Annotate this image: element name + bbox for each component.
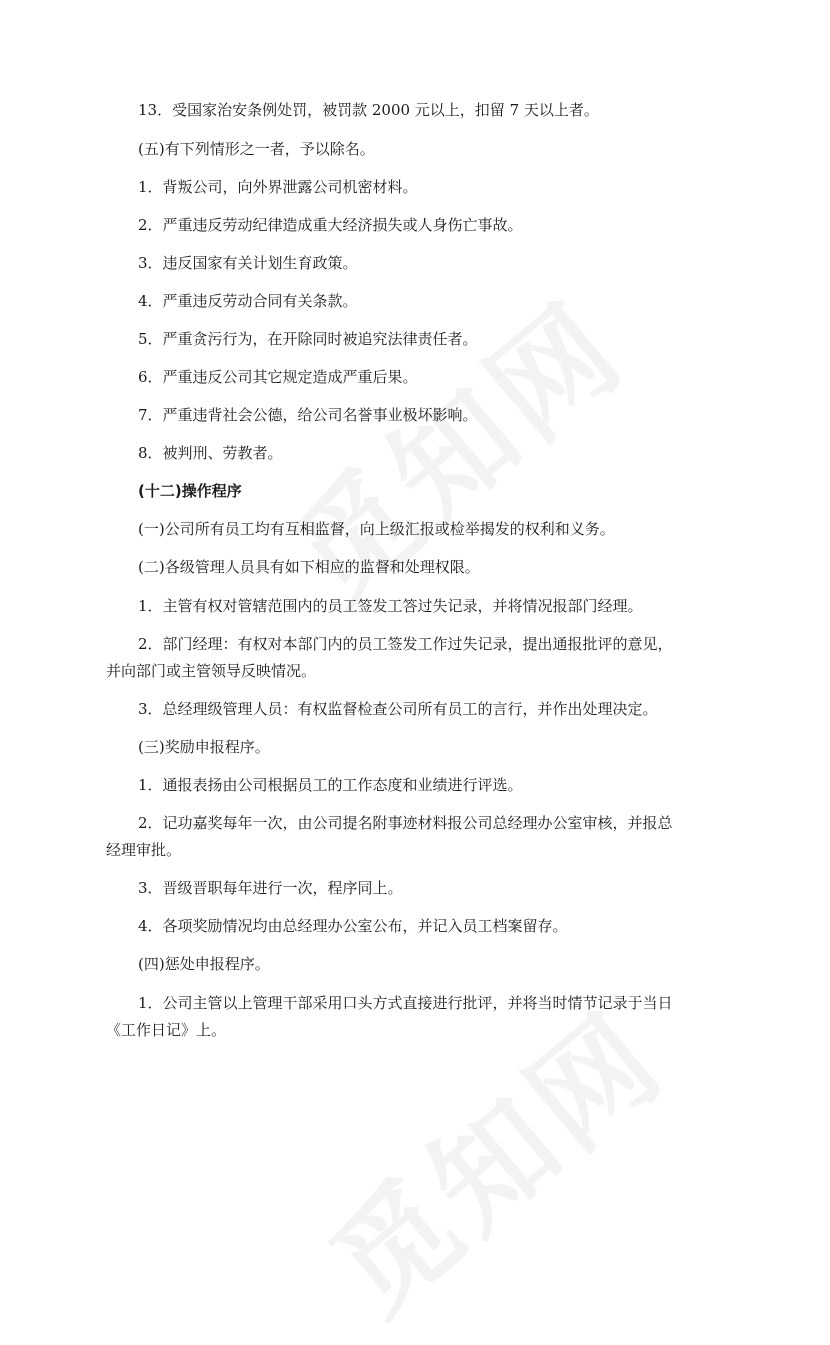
section-heading: (十二)操作程序	[138, 482, 242, 500]
list-item-continuation: 经理审批。	[106, 841, 182, 859]
subsection-heading: (三)奖励申报程序。	[138, 738, 270, 756]
list-item: 1．背叛公司，向外界泄露公司机密材料。	[138, 178, 418, 196]
list-item: 3．晋级晋职每年进行一次，程序同上。	[138, 879, 403, 897]
list-item-continuation: 《工作日记》上。	[106, 1021, 227, 1039]
list-item-continuation: 并向部门或主管领导反映情况。	[106, 662, 317, 680]
watermark-upper	[250, 257, 655, 636]
section-5-heading: (五)有下列情形之一者，予以除名。	[138, 140, 375, 158]
list-item: 1．通报表扬由公司根据员工的工作态度和业绩进行评选。	[138, 776, 523, 794]
list-item: 1．公司主管以上管理干部采用口头方式直接进行批评，并将当时情节记录于当日	[138, 994, 673, 1012]
watermark-lower	[290, 967, 695, 1345]
list-item: 3．总经理级管理人员：有权监督检查公司所有员工的言行，并作出处理决定。	[138, 700, 658, 718]
list-item: 3．违反国家有关计划生育政策。	[138, 254, 358, 272]
list-item: 2．部门经理：有权对本部门内的员工签发工作过失记录，提出通报批评的意见，	[138, 635, 673, 653]
list-item: 1．主管有权对管辖范围内的员工签发工答过失记录，并将情况报部门经理。	[138, 597, 643, 615]
list-item: 4．严重违反劳动合同有关条款。	[138, 292, 358, 310]
clause-13: 13．受国家治安条例处罚，被罚款 2000 元以上，扣留 7 天以上者。	[138, 101, 599, 119]
paragraph: (二)各级管理人员具有如下相应的监督和处理权限。	[138, 558, 480, 576]
list-item: 6．严重违反公司其它规定造成严重后果。	[138, 368, 418, 386]
paragraph: (一)公司所有员工均有互相监督，向上级汇报或检举揭发的权利和义务。	[138, 520, 615, 538]
subsection-heading: (四)惩处申报程序。	[138, 955, 270, 973]
list-item: 7．严重违背社会公德，给公司名誉事业极坏影响。	[138, 406, 478, 424]
list-item: 4．各项奖励情况均由总经理办公室公布，并记入员工档案留存。	[138, 917, 568, 935]
list-item: 2．严重违反劳动纪律造成重大经济损失或人身伤亡事故。	[138, 216, 523, 234]
list-item: 5．严重贪污行为，在开除同时被追究法律责任者。	[138, 330, 478, 348]
list-item: 2．记功嘉奖每年一次，由公司提名附事迹材料报公司总经理办公室审核，并报总	[138, 814, 673, 832]
list-item: 8．被判刑、劳教者。	[138, 444, 283, 462]
